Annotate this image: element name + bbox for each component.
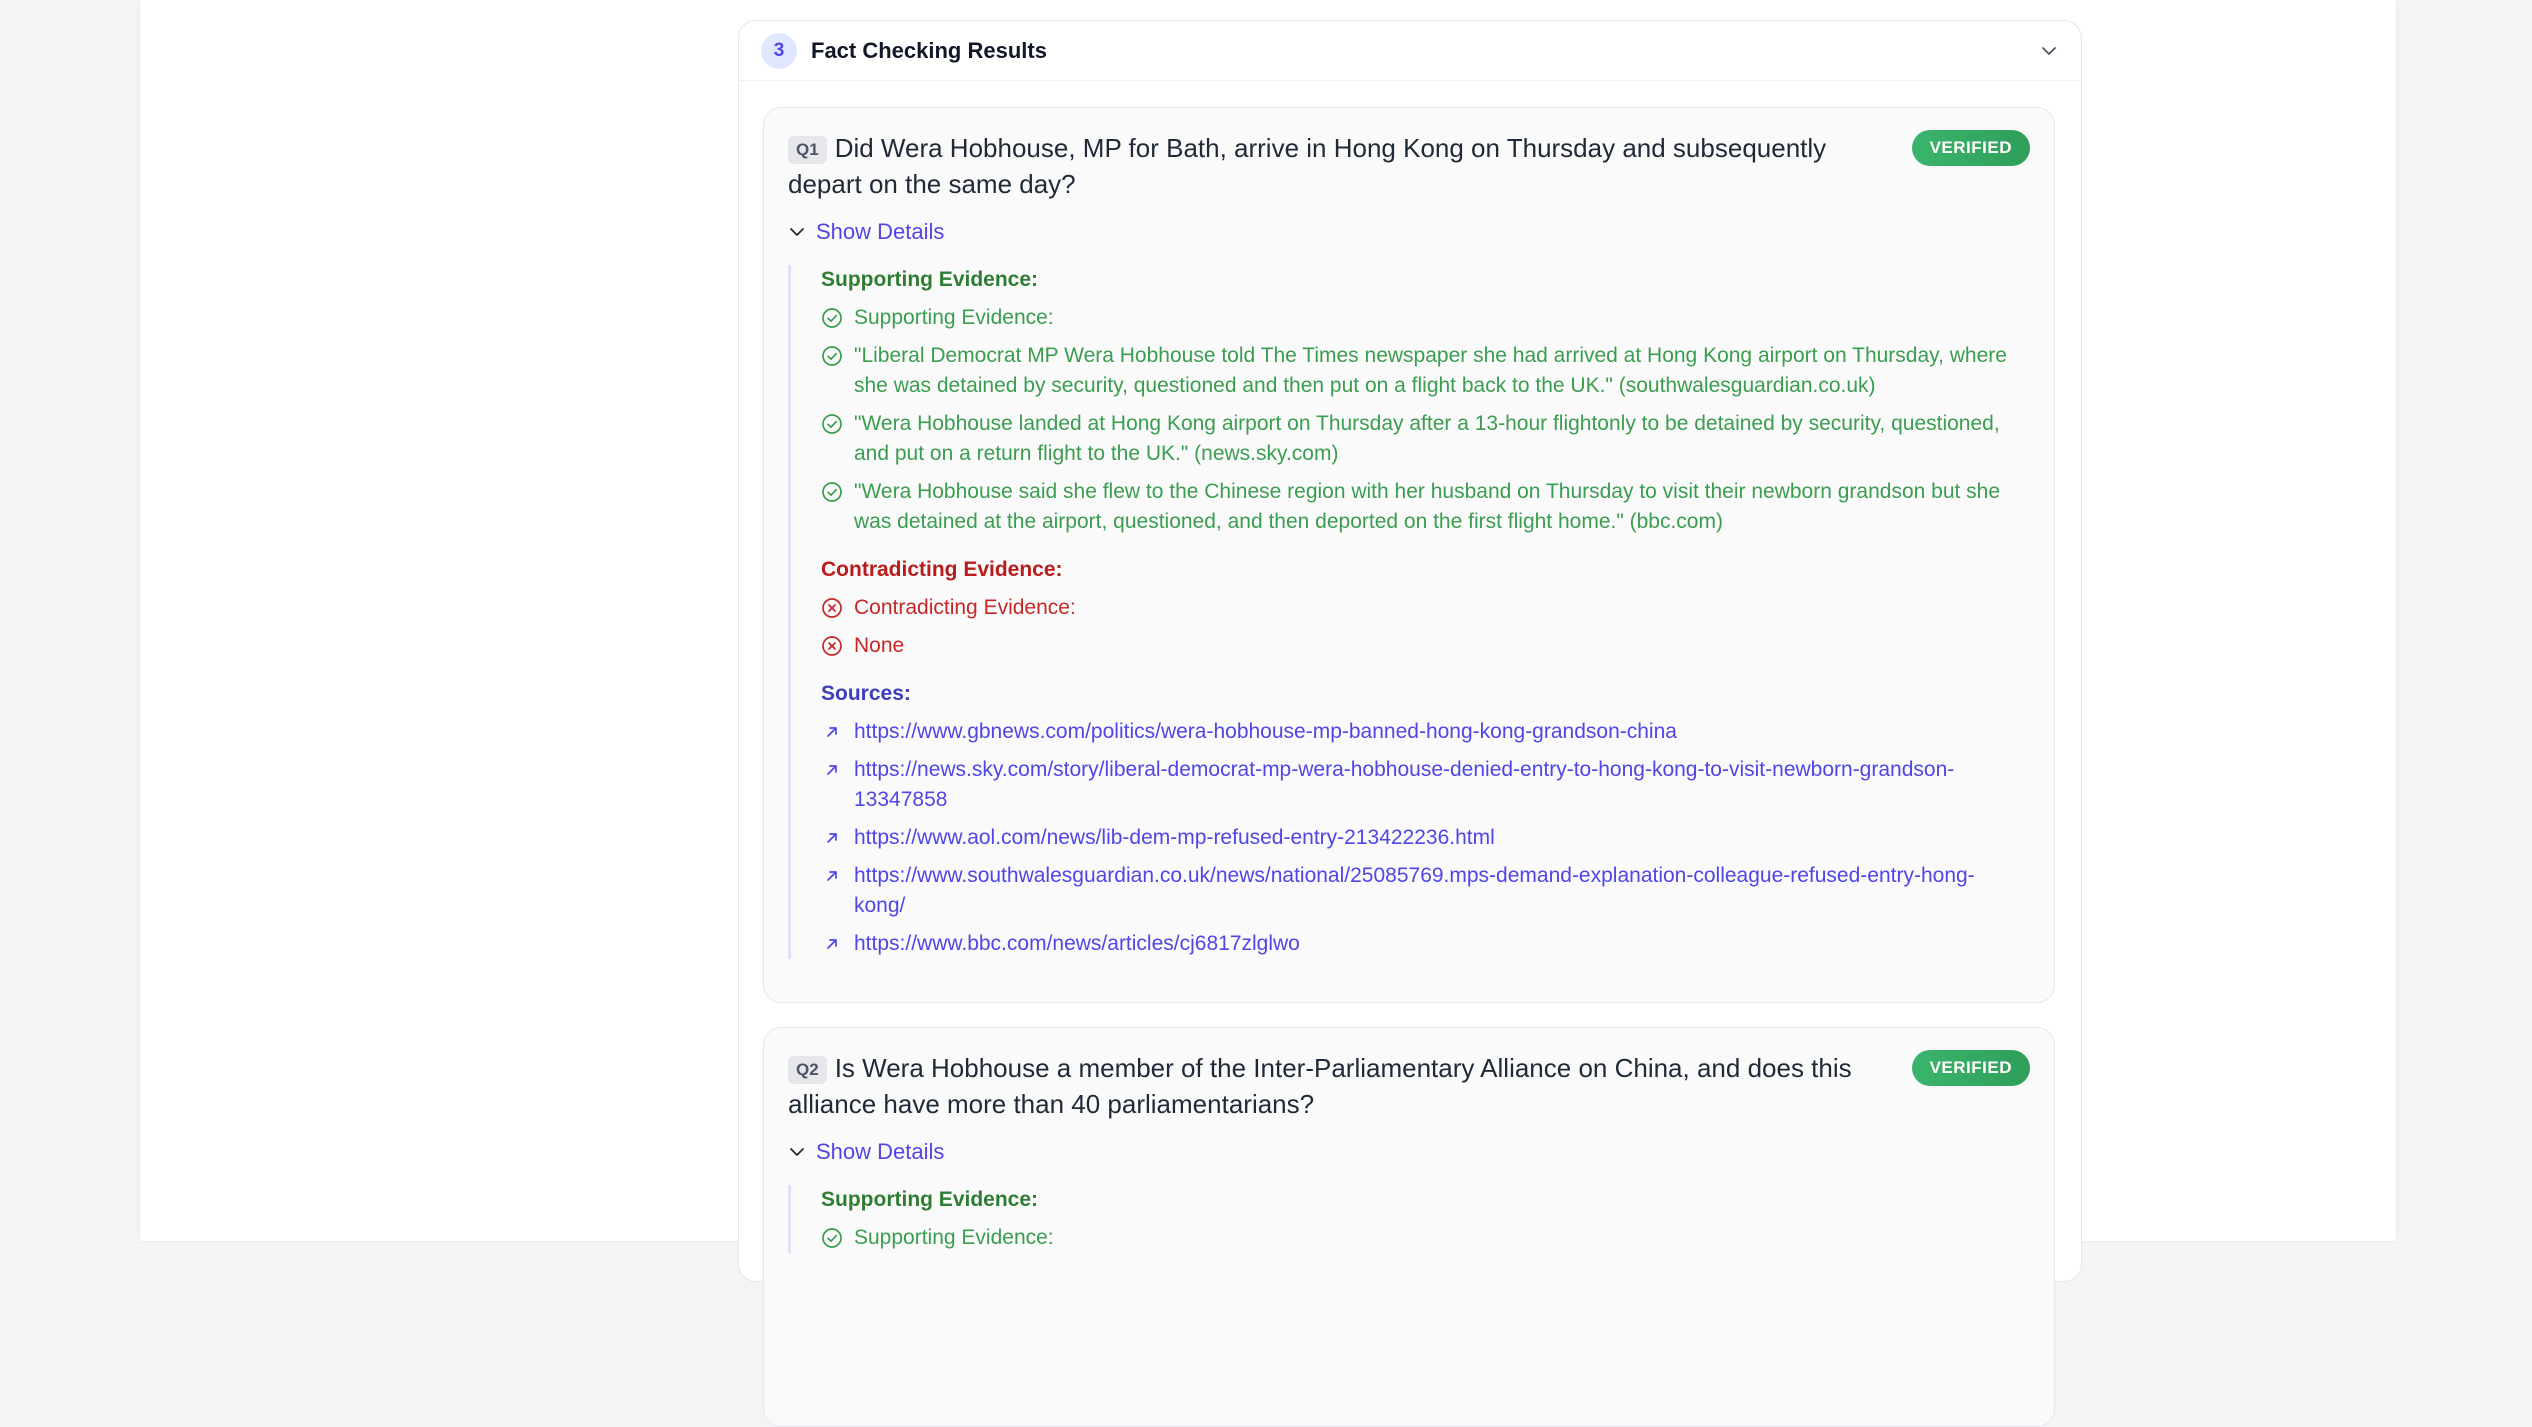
supporting-evidence-list (821, 303, 2030, 537)
source-url[interactable]: https://www.southwalesguardian.co.uk/news/national/25085769.mps-demand-explanation-colleague-refused-entry-hong-kong/ (854, 864, 1975, 917)
evidence-text: None (854, 634, 905, 657)
arrow-up-right-icon (821, 759, 843, 781)
supporting-evidence-list (821, 1223, 2030, 1253)
verified-status-badge: VERIFIED (1912, 130, 2030, 166)
arrow-up-right-icon (821, 721, 843, 743)
chevron-down-icon (788, 223, 806, 241)
sources-list (821, 717, 2030, 959)
details-panel (788, 1185, 2030, 1253)
source-link[interactable] (821, 823, 2030, 853)
check-circle-icon (821, 481, 843, 503)
contradicting-evidence-heading: Contradicting Evidence: (821, 558, 1063, 581)
details-panel (788, 265, 2030, 959)
evidence-text: "Wera Hobhouse said she flew to the Chinese region with her husband on Thursday to visit their newborn grandson but she was detained at the airport, questioned, and then deported on the first flight home." (bbc.com) (854, 480, 2001, 533)
x-circle-icon (821, 635, 843, 657)
check-circle-icon (821, 413, 843, 435)
chevron-down-icon (788, 1143, 806, 1161)
source-url[interactable]: https://www.aol.com/news/lib-dem-mp-refused-entry-213422236.html (854, 826, 1495, 849)
step-number-badge: 3 (761, 33, 797, 69)
source-link[interactable] (821, 861, 2030, 921)
evidence-text: Supporting Evidence: (854, 306, 1054, 329)
arrow-up-right-icon (821, 865, 843, 887)
show-details-toggle[interactable] (788, 1137, 2030, 1167)
question-text (788, 130, 1912, 202)
supporting-evidence-item (821, 341, 2030, 401)
x-circle-icon (821, 597, 843, 619)
section-header[interactable] (739, 21, 2081, 81)
question-card-q1 (763, 107, 2055, 1003)
collapse-chevron-icon[interactable] (2039, 41, 2059, 61)
question-text (788, 1050, 1912, 1122)
arrow-up-right-icon (821, 827, 843, 849)
check-circle-icon (821, 1227, 843, 1249)
supporting-evidence-heading: Supporting Evidence: (821, 268, 1039, 291)
section-title: Fact Checking Results (811, 37, 1047, 63)
question-label: Is Wera Hobhouse a member of the Inter-Parliamentary Alliance on China, and does this alliance have more than 40 parliamentarians? (788, 1053, 1852, 1119)
fact-checking-section (738, 20, 2082, 1282)
source-link[interactable] (821, 929, 2030, 959)
question-label: Did Wera Hobhouse, MP for Bath, arrive in Hong Kong on Thursday and subsequently depart on the same day? (788, 133, 1827, 199)
evidence-text: "Wera Hobhouse landed at Hong Kong airport on Thursday after a 13-hour flightonly to be detained by security, questioned, and put on a return flight to the UK." (news.sky.com) (854, 412, 2000, 465)
page-panel (140, 0, 2396, 1249)
contradicting-evidence-item (821, 631, 2030, 661)
question-tag: Q1 (788, 136, 827, 164)
source-url[interactable]: https://www.bbc.com/news/articles/cj6817zlglwo (854, 932, 1300, 955)
supporting-evidence-item (821, 303, 2030, 333)
supporting-evidence-item (821, 409, 2030, 469)
supporting-evidence-item (821, 1223, 2030, 1253)
source-link[interactable] (821, 755, 2030, 815)
contradicting-evidence-item (821, 593, 2030, 623)
verified-status-badge: VERIFIED (1912, 1050, 2030, 1086)
supporting-evidence-heading: Supporting Evidence: (821, 1188, 1039, 1211)
check-circle-icon (821, 345, 843, 367)
evidence-text: "Liberal Democrat MP Wera Hobhouse told The Times newspaper she had arrived at Hong Kong airport on Thursday, where she was detained by security, questioned and then put on a flight back to the UK." (southwalesguardian.co.uk) (854, 344, 2007, 397)
supporting-evidence-item (821, 477, 2030, 537)
source-link[interactable] (821, 717, 2030, 747)
source-url[interactable]: https://news.sky.com/story/liberal-democrat-mp-wera-hobhouse-denied-entry-to-hong-kong-to-visit-newborn-grandson-13347858 (854, 758, 1955, 811)
question-tag: Q2 (788, 1056, 827, 1084)
show-details-label: Show Details (816, 219, 945, 244)
show-details-toggle[interactable] (788, 217, 2030, 247)
contradicting-evidence-list (821, 593, 2030, 661)
arrow-up-right-icon (821, 933, 843, 955)
check-circle-icon (821, 307, 843, 329)
question-card-q2 (763, 1027, 2055, 1427)
source-url[interactable]: https://www.gbnews.com/politics/wera-hobhouse-mp-banned-hong-kong-grandson-china (854, 720, 1677, 743)
sources-heading: Sources: (821, 682, 911, 705)
evidence-text: Contradicting Evidence: (854, 596, 1076, 619)
evidence-text: Supporting Evidence: (854, 1226, 1054, 1249)
show-details-label: Show Details (816, 1139, 945, 1164)
